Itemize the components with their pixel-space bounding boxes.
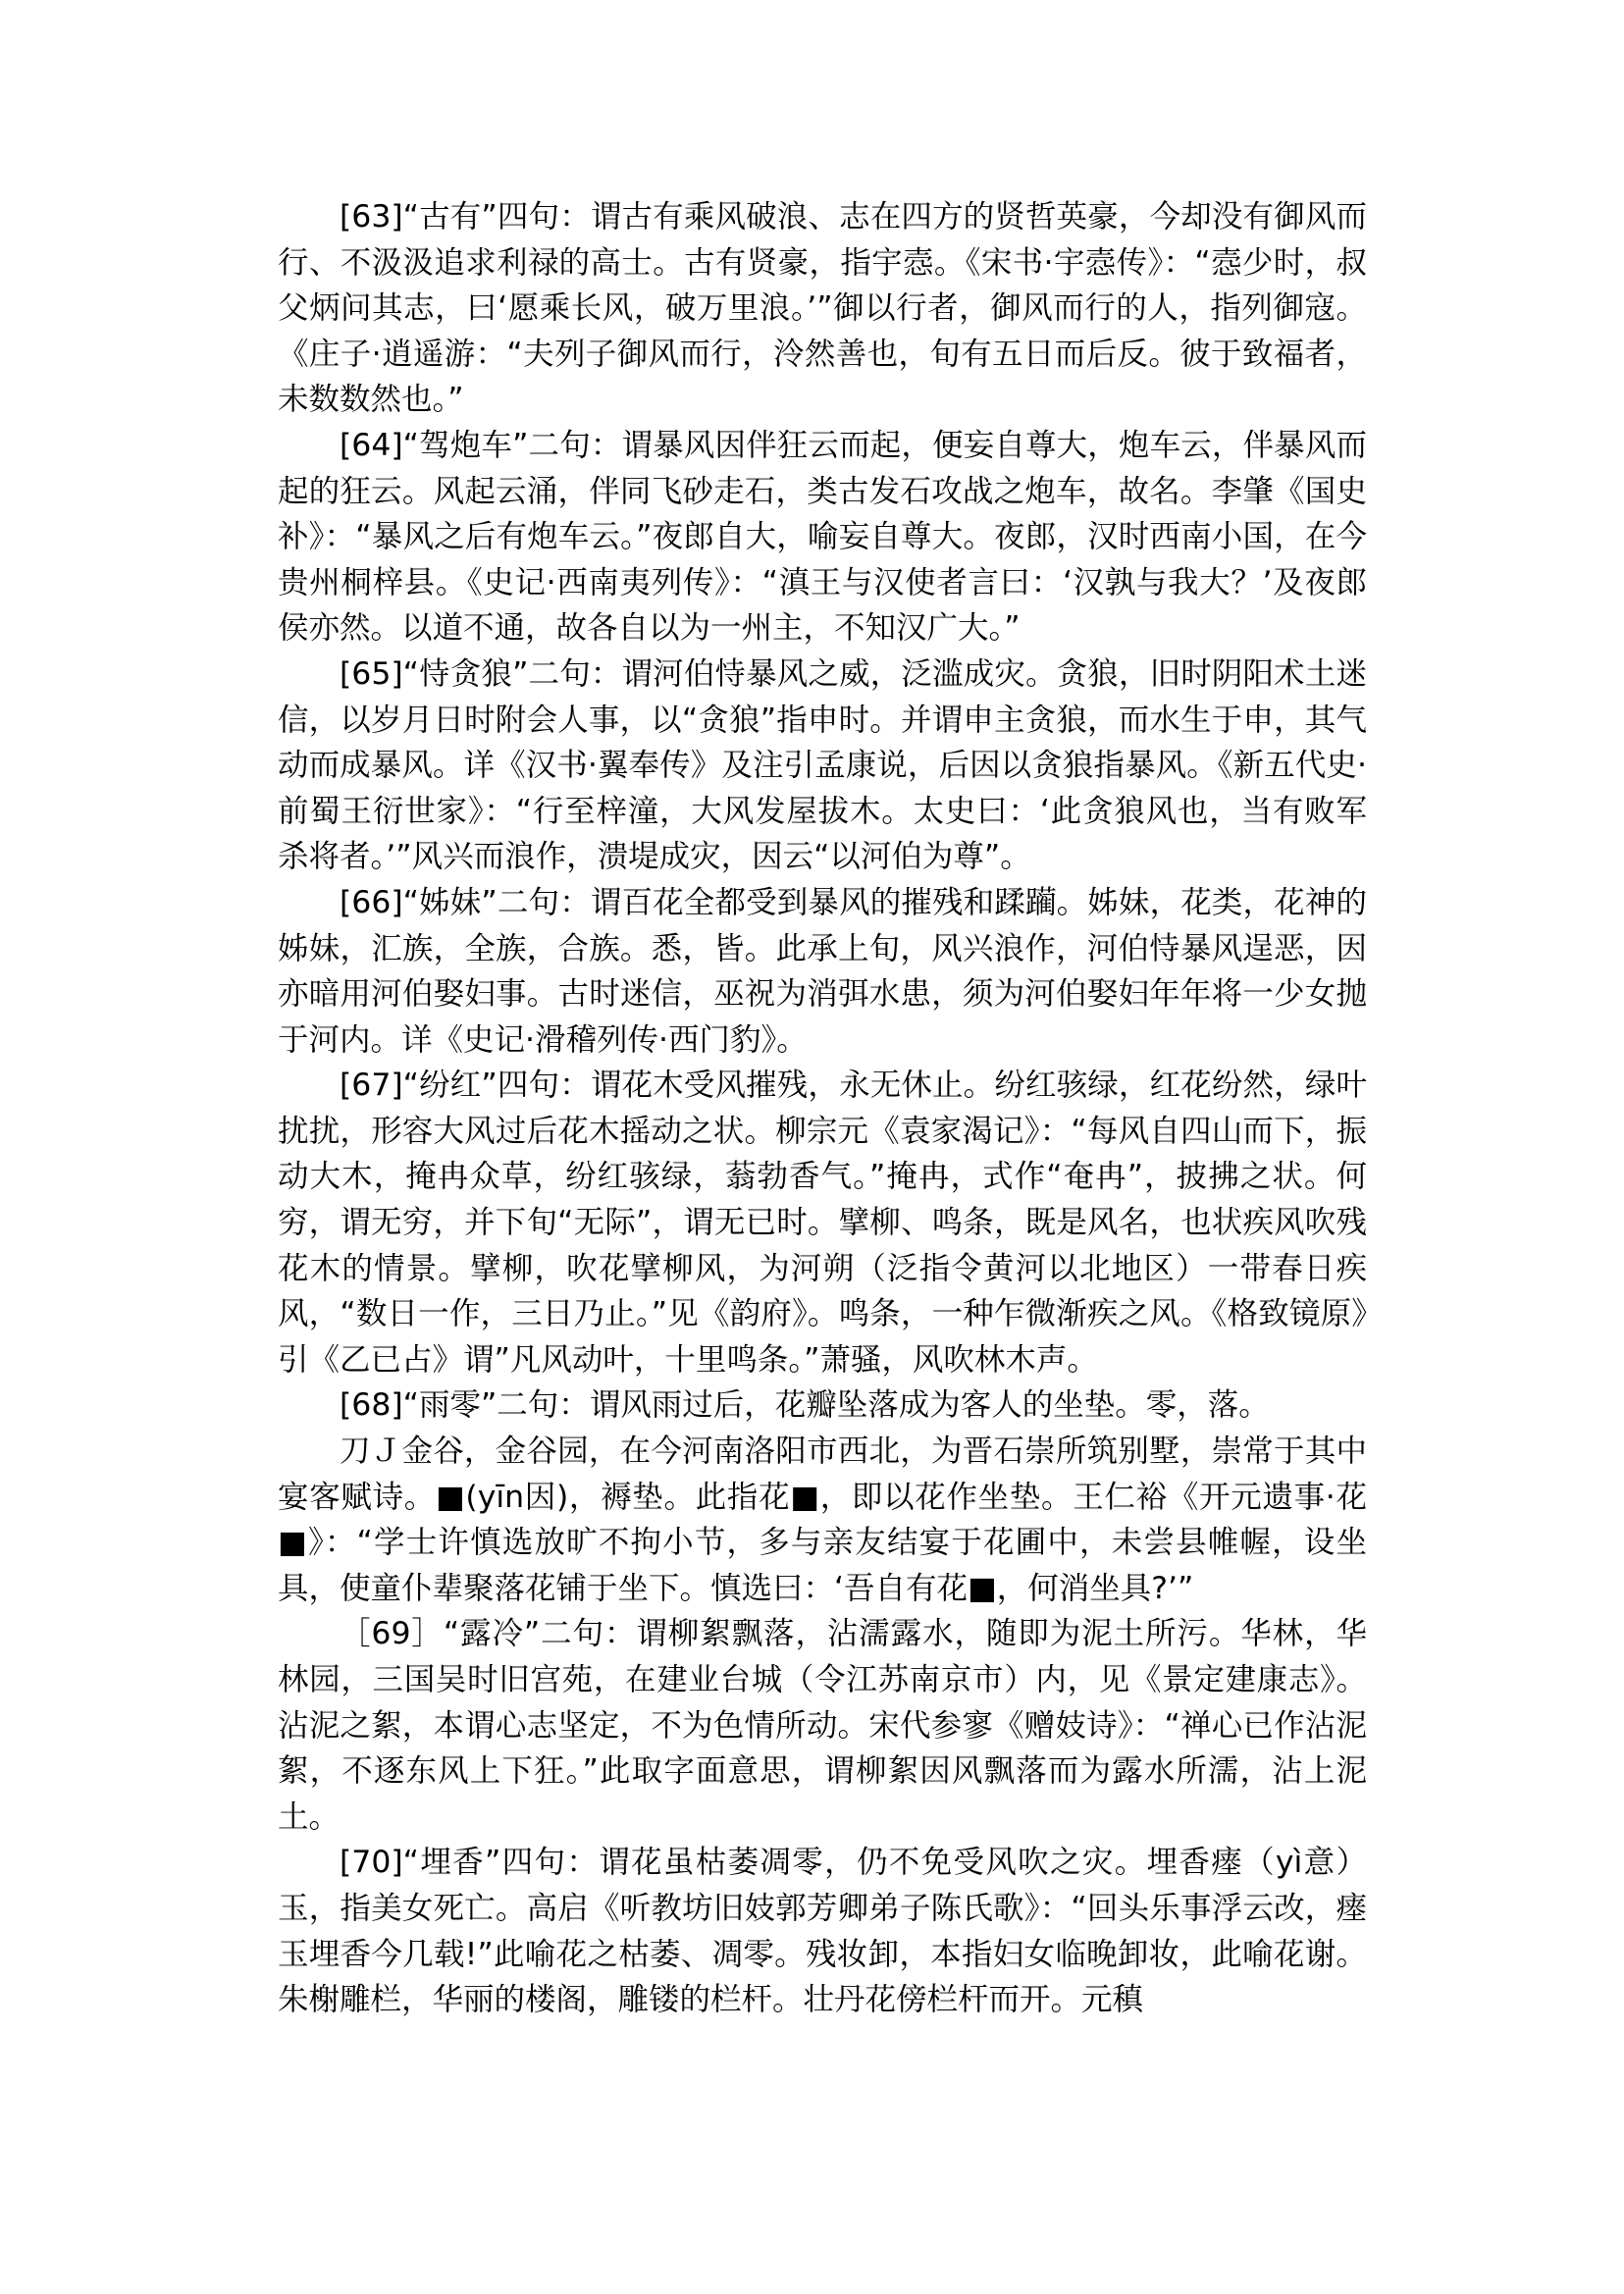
note-65: [65]“恃贪狼”二句：谓河伯恃暴风之威，泛滥成灾。贪狼，旧时阴阳术土迷信，以岁月日时附会人事，以“贪狼”指申时。并谓申主贪狼，而水生于申，其气动而成暴风。详《汉书·翼奉传》及注引孟康说，后因以贪狼指暴风。《新五代史·前蜀王衍世家》：“行至梓潼，大风发屋拔木。太史曰：‘此贪狼风也，当有败军杀将者。’”风兴而浪作，溃堤成灾，因云“以河伯为尊”。	[278, 655, 1367, 875]
document-page	[278, 194, 1367, 2023]
note-70: [70]“埋香”四句：谓花虽枯萎凋零，仍不免受风吹之灾。埋香瘗（yì意）玉，指美女死亡。高启《听教坊旧妓郭芳卿弟子陈氏歌》：“回头乐事浮云改，瘗玉埋香今几载!”此喻花之枯萎、凋零。残妆卸，本指妇女临晚卸妆，此喻花谢。朱榭雕栏，华丽的楼阁，雕镂的栏杆。壮丹花傍栏杆而开。元稹	[278, 1845, 1367, 2018]
note-63: [63]“古有”四句：谓古有乘风破浪、志在四方的贤哲英豪，今却没有御风而行、不汲汲追求利禄的高士。古有贤豪，指宇悫。《宋书·宇悫传》：“悫少时，叔父炳问其志，曰‘愿乘长风，破万里浪。’”御以行者，御风而行的人，指列御寇。《庄子·逍遥游：“夫列子御风而行，泠然善也，旬有五日而后反。彼于致福者，未数数然也。”	[278, 199, 1367, 418]
note-68-continued: 刀Ｊ金谷，金谷园，在今河南洛阳市西北，为晋石崇所筑别墅，崇常于其中宴客赋诗。■(yīn因)，褥垫。此指花■，即以花作坐垫。王仁裕《开元遗事·花■》：“学士许慎选放旷不拘小节，多与亲友结宴于花圃中，未尝县帷幄，设坐具，使童仆辈聚落花铺于坐下。慎选曰：‘吾自有花■，何消坐具?’”	[278, 1434, 1367, 1606]
note-64: [64]“驾炮车”二句：谓暴风因伴狂云而起，便妄自尊大，炮车云，伴暴风而起的狂云。风起云涌，伴同飞砂走石，类古发石攻战之炮车，故名。李肇《国史补》：“暴风之后有炮车云。”夜郎自大，喻妄自尊大。夜郎，汉时西南小国，在今贵州桐梓县。《史记·西南夷列传》：“滇王与汉使者言曰：‘汉孰与我大？’及夜郎侯亦然。以道不通，故各自以为一州主，不知汉广大。”	[278, 427, 1367, 647]
note-69: ［69］“露冷”二句：谓柳絮飘落，沾濡露水，随即为泥土所污。华林，华林园，三国吴时旧宫苑，在建业台城（令江苏南京市）内，见《景定建康志》。沾泥之絮，本谓心志坚定，不为色情所动。宋代参寥《赠妓诗》：“禅心已作沾泥絮，不逐东风上下狂。”此取字面意思，谓柳絮因风飘落而为露水所濡，沾上泥土。	[278, 1616, 1367, 1835]
note-68: [68]“雨零”二句：谓风雨过后，花瓣坠落成为客人的坐垫。零，落。	[340, 1387, 1270, 1424]
note-66: [66]“姊妹”二句：谓百花全都受到暴风的摧残和蹂躏。姊妹，花类，花神的姊妹，汇族，全族，合族。悉，皆。此承上旬，风兴浪作，河伯恃暴风逞恶，因亦暗用河伯娶妇事。古时迷信，巫祝为消弭水患，须为河伯娶妇年年将一少女抛于河内。详《史记·滑稽列传·西门豹》。	[278, 884, 1367, 1058]
note-67: [67]“纷红”四句：谓花木受风摧残，永无休止。纷红骇绿，红花纷然，绿叶扰扰，形容大风过后花木摇动之状。柳宗元《袁家渴记》：“每风自四山而下，振动大木，掩冉众草，纷红骇绿，蓊勃香气。”掩冉，式作“奄冉”，披拂之状。何穷，谓无穷，并下旬“无际”，谓无已时。擘柳、鸣条，既是风名，也状疾风吹残花木的情景。擘柳，吹花擘柳风，为河朔（泛指令黄河以北地区）一带春日疾风，“数日一作，三日乃止。”见《韵府》。鸣条，一种乍微渐疾之风。《格致镜原》引《乙已占》谓”凡风动叶，十里鸣条。”萧骚，风吹林木声。	[278, 1068, 1367, 1378]
